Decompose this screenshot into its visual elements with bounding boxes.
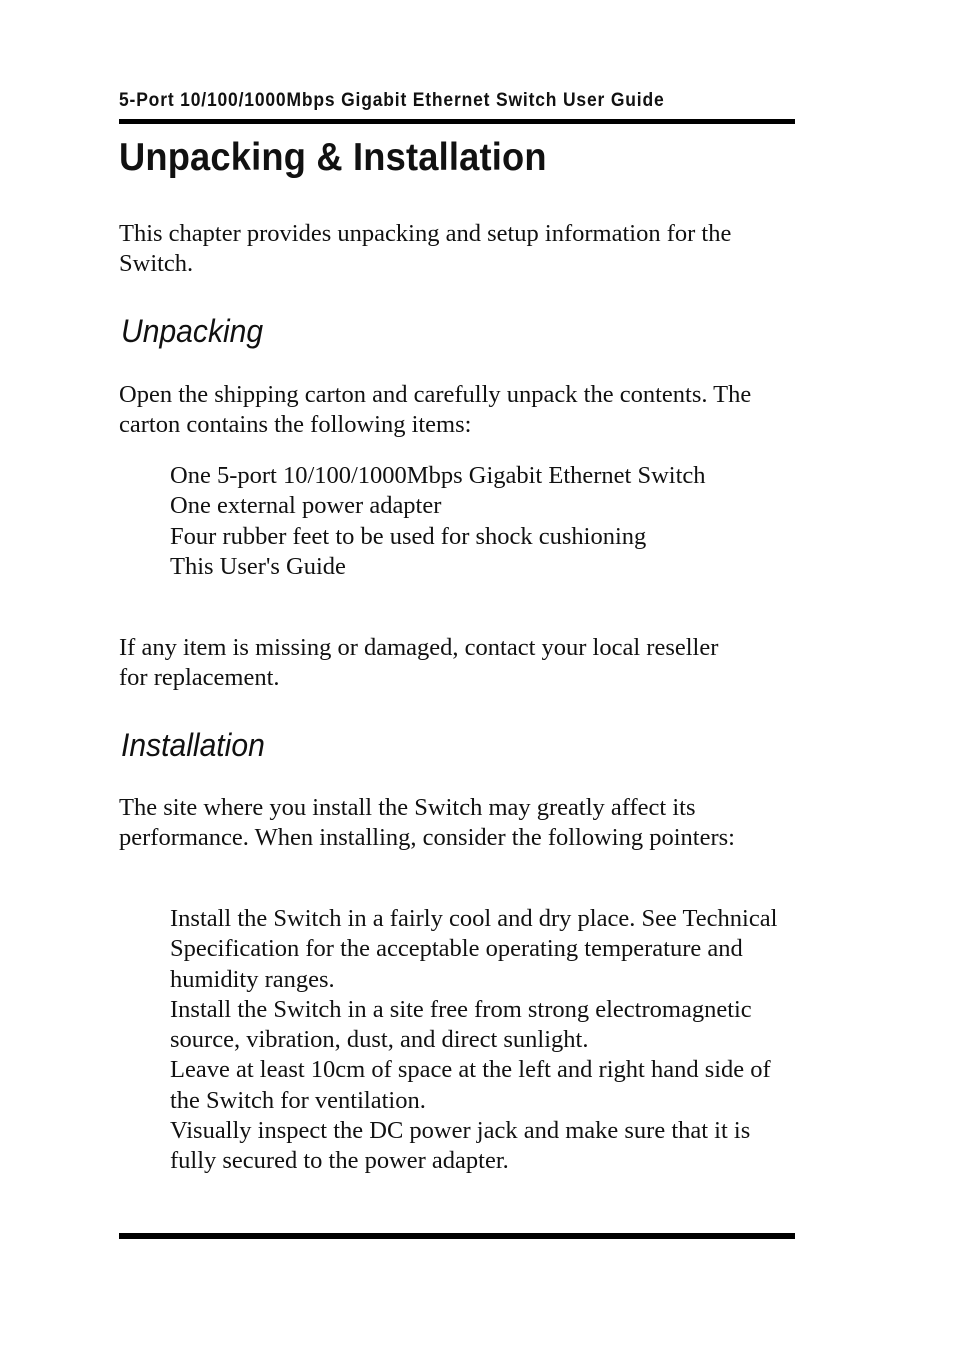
unpacking-intro: Open the shipping carton and carefully unpack the contents. The carton contains the following items: [119,381,752,439]
running-header: 5-Port 10/100/1000Mbps Gigabit Ethernet Switch User Guide [119,90,665,111]
unpacking-heading: Unpacking [121,313,264,349]
list-item: Visually inspect the DC power jack and make sure that it is fully secured to the power adapter. [170,1117,751,1175]
footer-rule [119,1233,795,1239]
list-item: This User's Guide [170,552,346,580]
chapter-title: Unpacking & Installation [119,136,547,179]
list-item: One 5-port 10/100/1000Mbps Gigabit Ethernet Switch [170,462,706,489]
list-item: Install the Switch in a site free from strong electromagnetic source, vibration, dust, and direct sunlight. [170,995,752,1054]
installation-pointers-list [170,904,788,1177]
header-rule [119,119,795,124]
list-item: One external power adapter [170,492,442,520]
list-item: Leave at least 10cm of space at the left and right hand side of the Switch for ventilation. [170,1056,771,1114]
installation-heading: Installation [121,727,265,763]
list-item: Four rubber feet to be used for shock cushioning [170,522,647,550]
installation-intro: The site where you install the Switch may greatly affect its performance. When installing, consider the following pointers: [119,794,735,852]
list-item: Install the Switch in a fairly cool and dry place. See Technical Specification for the acceptable operating temperature and humidity ranges. [170,905,778,993]
package-contents-list [170,461,730,582]
chapter-intro: This chapter provides unpacking and setup information for the Switch. [119,220,732,278]
missing-items-note: If any item is missing or damaged, contact your local reseller for replacement. [119,634,719,692]
